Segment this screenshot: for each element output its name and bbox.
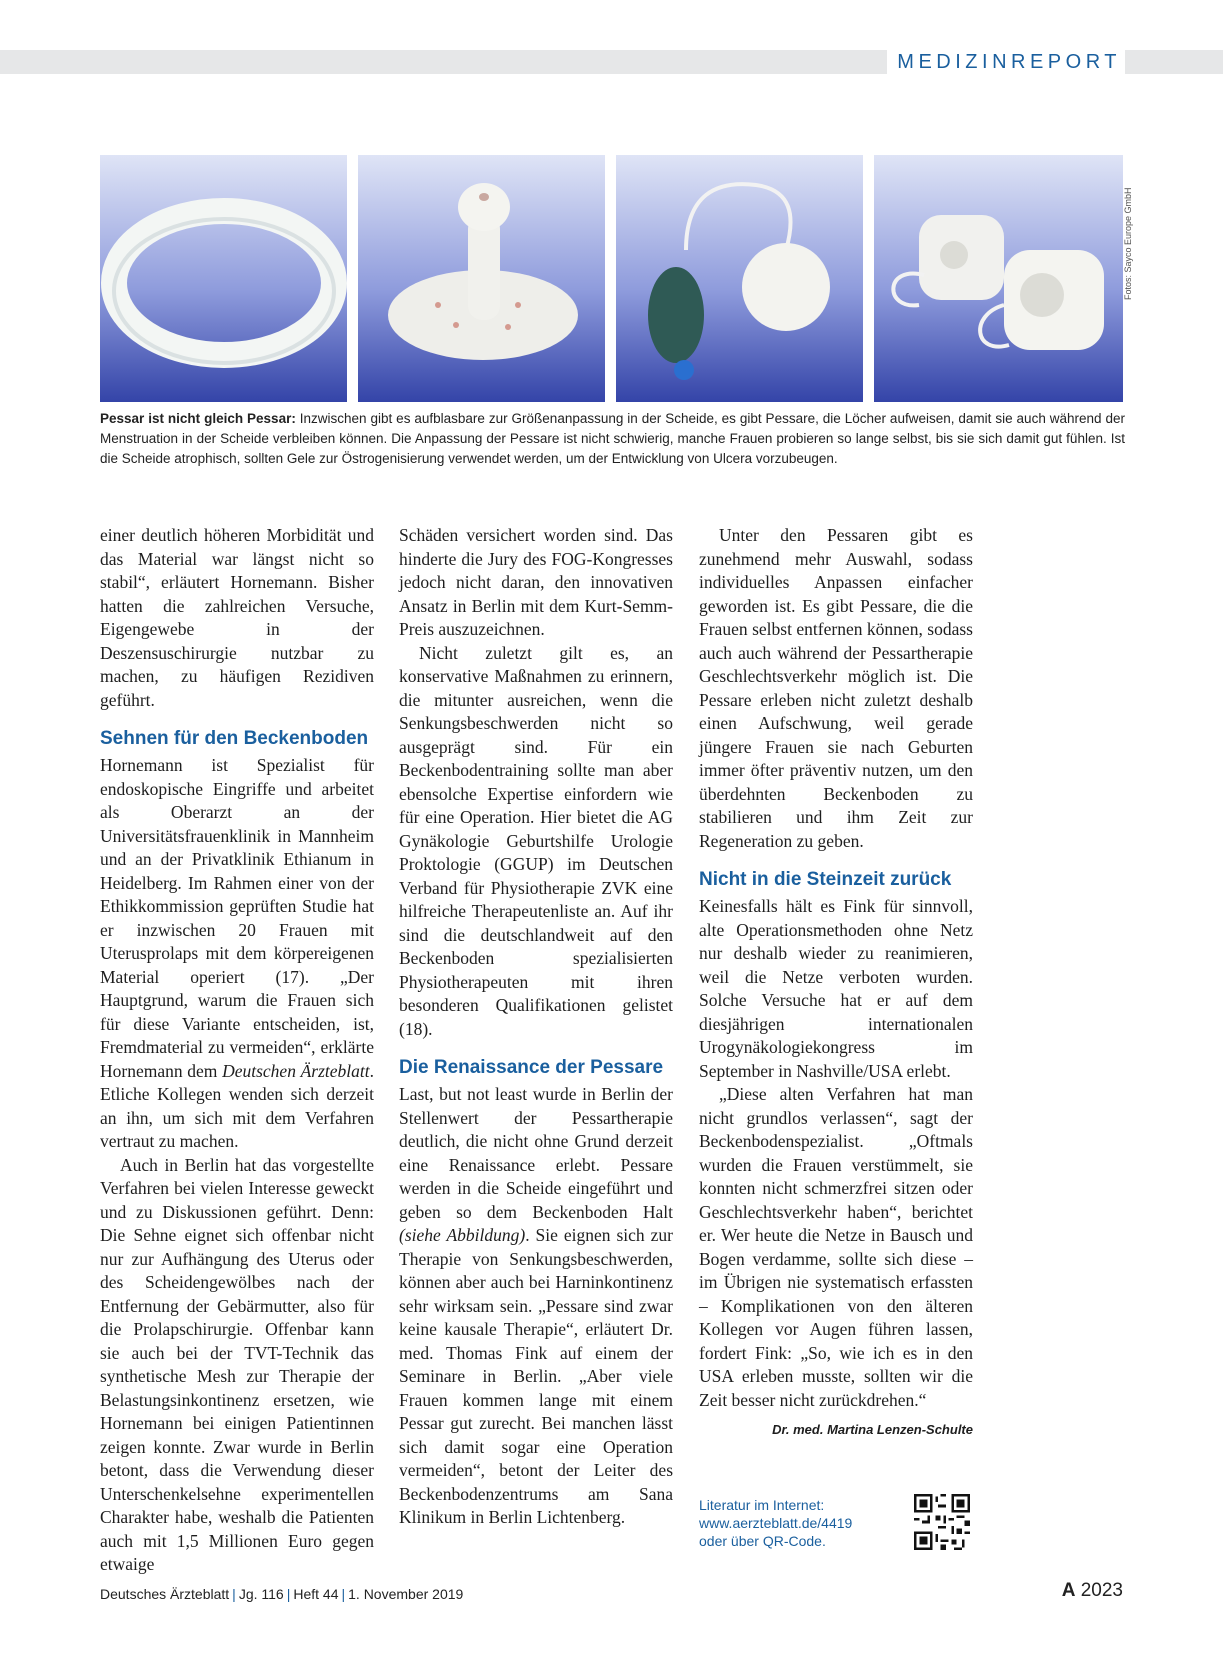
photo-inflatable-pessary [616, 155, 863, 402]
footer-separator: | [341, 1586, 346, 1602]
paragraph: Schäden versichert worden sind. Das hinderte die Jury des FOG-Kongresses jedoch nicht daran, den innovativen Ansatz in Berlin mit dem Kurt-Semm-Preis auszuzeichnen. [399, 525, 673, 639]
journal-volume: Jg. 116 [238, 1586, 284, 1602]
photo-mushroom-pessary [358, 155, 605, 402]
text-run: . Sie eignen sich zur Therapie von Senkungsbeschwerden, können aber auch bei Harninkontinenz sehr wirksam sein. „Pessare sind zwar keine kausale Therapie“, erläutert Dr. med. Thomas Fink auf einem der Seminare in Berlin. „Aber viele Frauen kommen lange mit einem Pessar gut zurecht. Bei manchen lässt sich damit sogar eine Operation vermeiden“, betont der Leiter des Beckenbodenzentrums am Sana Klinikum in Berlin Lichtenberg. [399, 1225, 673, 1527]
paragraph: Unter den Pessaren gibt es zunehmend mehr Auswahl, sodass individuelles Anpassen einfacher geworden ist. Es gibt Pessare, die die Frauen selbst entfernen können, sodass auch auch während der Pessartherapie Geschlechtsverkehr möglich ist. Die Pessare erleben nicht zuletzt deshalb einen Aufschwung, weil gerade jüngere Frauen sie nach Geburten immer öfter präventiv nutzen, um den überdehnten Beckenboden zu stabilieren und ihm Zeit zur Regeneration zu geben. [699, 525, 973, 851]
footer-separator: | [232, 1586, 236, 1602]
footer [100, 1586, 463, 1602]
paragraph [399, 1083, 673, 1530]
page-number [1062, 1580, 1123, 1602]
paragraph: Keinesfalls hält es Fink für sinnvoll, alte Operationsmethoden ohne Netz nur deshalb wieder zu reanimieren, weil die Netze verboten wurden. Solche Versuche hat er auf dem diesjährigen internationalen Urogynäkologiekongress im September in Nashville/USA erlebt. [699, 896, 973, 1081]
text-run: Hornemann ist Spezialist für endoskopische Eingriffe und arbeitet als Oberarzt an der Universitätsfrauenklinik in Mannheim und an der Privatklinik Ethianum in Heidelberg. Im Rahmen einer von der Ethikkommission geprüften Studie hat er inzwischen 20 Frauen mit Uterusprolaps mit dem körpereigenen Material operiert (17). „Der Hauptgrund, warum die Frauen sich für diese Variante entscheiden, ist, Fremdmaterial zu vermeiden“, erklärte Hornemann dem [100, 755, 374, 1081]
page-number-value: 2023 [1080, 1580, 1123, 1601]
italic-text: (siehe Abbildung) [399, 1225, 526, 1245]
literature-box [699, 1496, 852, 1550]
text-run: . Etliche Kollegen wenden sich derzeit an ihn, um sich mit dem Verfahren vertraut zu machen. [100, 1060, 375, 1151]
journal-issue: Heft 44 [293, 1586, 339, 1602]
photo-credit: Fotos: Sayco Europe GmbH [1123, 187, 1133, 300]
figure-caption [100, 409, 1125, 469]
paragraph: einer deutlich höheren Morbidität und das Material war längst nicht so stabil“, erläutert Hornemann. Bisher hatten die zahlreichen Versuche, Eigengewebe in der Deszensuschirurgie nutzbar zu machen, zu häufigen Rezidiven geführt. [100, 525, 374, 710]
literature-qr-hint: oder über QR-Code. [699, 1533, 826, 1549]
paragraph [100, 754, 374, 1154]
subheading: Sehnen für den Beckenboden [100, 728, 369, 749]
footer-separator: | [286, 1586, 291, 1602]
paragraph: Nicht zuletzt gilt es, an konservative Maßnahmen zu erinnern, die mitunter ausreichen, wenn die Senkungsbeschwerden nicht so ausgeprägt sind. Für ein Beckenbodentraining sollte man aber ebensolche Expertise einfordern wie für eine Operation. Hier bietet die AG Gynäkologie Geburtshilfe Urologie Proktologie (GGUP) im Deutschen Verband für Physiotherapie ZVK eine hilfreiche Therapeutenliste an. Auf ihr sind die deutschlandweit auf den Beckenboden spezialisierten Physiotherapeuten mit ihren besonderen Qualifikationen gelistet (18). [399, 642, 673, 1039]
photo-cube-pessary [874, 155, 1123, 402]
page-prefix: A [1061, 1580, 1076, 1601]
qr-code-icon[interactable] [914, 1494, 970, 1550]
column-3 [699, 524, 973, 1442]
journal-name: Deutsches Ärzteblatt [100, 1586, 230, 1602]
subheading: Nicht in die Steinzeit zurück [699, 869, 952, 890]
column-1 [100, 524, 374, 1577]
journal-date: 1. November 2019 [348, 1586, 464, 1602]
caption-text: Inzwischen gibt es aufblasbare zur Größenanpassung in der Scheide, es gibt Pessare, die Löcher aufweisen, damit sie auch während der Menstruation in der Scheide verbleiben können. Die Anpassung der Pessare ist nicht schwierig, manche Frauen probieren so lange selbst, bis sie sich damit gut fühlen. Ist die Scheide atrophisch, sollten Gele zur Östrogenisierung verwendet werden, um der Entwicklung von Ulcera vorzubeugen. [100, 411, 1125, 466]
paragraph: Auch in Berlin hat das vorgestellte Verfahren bei vielen Interesse geweckt und zu Diskussionen geführt. Denn: Die Sehne eignet sich offenbar nicht nur zur Aufhängung des Uterus oder des Scheidengewölbes nach der Entfernung der Gebärmutter, also für die Prolapschirurgie. Offenbar kann sie auch bei der TVT-Technik das synthetische Mesh zur Therapie der Belastungsinkontinenz ersetzen, wie Hornemann bei einigen Patientinnen zeigen konnte. Zwar wurde in Berlin betont, dass die Verwendung dieser Unterschenkelsehne experimentellen Charakter habe, weshalb die Patienten auch mit 1,5 Millionen Euro gegen etwaige [100, 1154, 374, 1574]
paragraph: „Diese alten Verfahren hat man nicht grundlos verlassen“, sagt der Beckenbodenspezialist. „Oftmals wurden die Frauen verstümmelt, sie konnten nicht schmerzfrei sitzen oder Geschlechtsverkehr haben“, berichtet er. Wer heute die Netze in Bausch und Bogen verdamme, sollte sich diese – im Übrigen nie systematisch erfassten – Komplikationen von den älteren Kollegen vor Augen führen lassen, fordert Fink: „So, wie ich es in den USA erleben musste, sollten wir die Zeit besser nicht zurückdrehen.“ [699, 1084, 973, 1410]
photo-ring-pessary [100, 155, 347, 402]
section-label: MEDIZINREPORT [887, 50, 1125, 74]
literature-label: Literatur im Internet: [699, 1497, 825, 1513]
column-2 [399, 524, 673, 1530]
literature-link[interactable]: www.aerzteblatt.de/4419 [699, 1515, 853, 1531]
text-run: Last, but not least wurde in Berlin der Stellenwert der Pessartherapie deutlich, die nicht ohne Grund derzeit eine Renaissance erlebt. Pessare werden in die Scheide eingeführt und geben so dem Beckenboden Halt [399, 1084, 673, 1222]
subheading: Die Renaissance der Pessare [399, 1057, 664, 1078]
italic-text: Deutschen Ärzteblatt [222, 1060, 370, 1081]
caption-title: Pessar ist nicht gleich Pessar: [100, 411, 296, 426]
author-byline: Dr. med. Martina Lenzen-Schulte [772, 1422, 973, 1437]
